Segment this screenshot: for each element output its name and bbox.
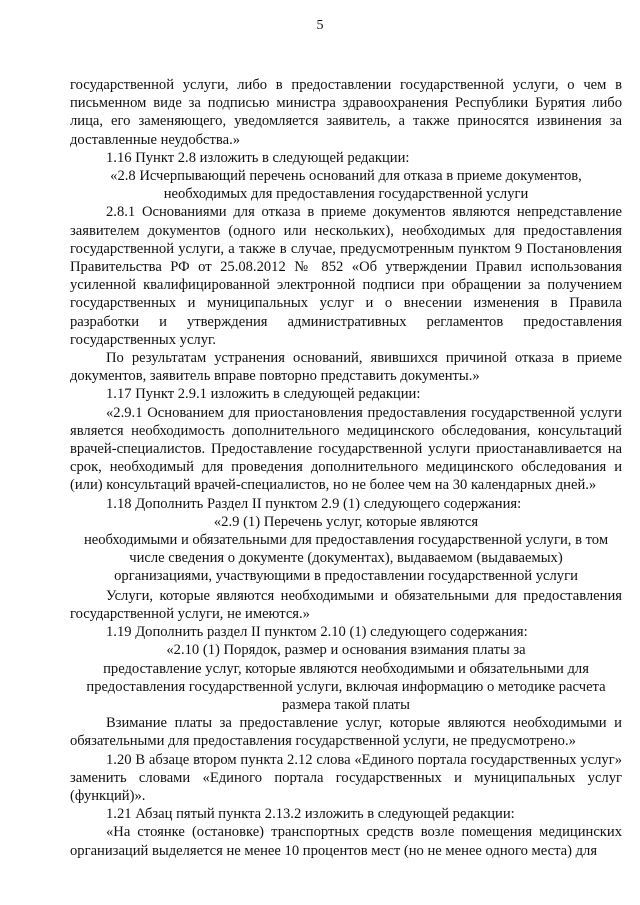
heading-2-10-1: предоставление услуг, которые являются необходимыми и обязательными для предоставления государственной услуги, включая информацию о методике расчета размера такой платы: [86, 660, 606, 713]
paragraph-continuation: государственной услуги, либо в предоставлении государственной услуги, о чем в письменном виде за подписью министра здравоохранения Республики Бурятия либо лица, его заменяющего, уведомляется заявитель, а также приносятся извинения за доставленные неудобства.»: [70, 77, 622, 148]
heading-2-9-1: необходимыми и обязательными для предоставления государственной услуги, в том числе сведения о документе (документах), выдаваемом (выдаваемых) организациями, участвующими в предоставлении государственной услуги: [83, 532, 609, 585]
heading-2-10-1-first-line: «2.10 (1) Порядок, размер и основания взимания платы за: [166, 642, 526, 659]
paragraph-1-18: 1.18 Дополнить Раздел II пунктом 2.9 (1) следующего содержания:: [106, 495, 522, 512]
paragraph-parking: «На стоянке (остановке) транспортных средств возле помещения медицинских организаций выделяется не менее 10 процентов мест (но не менее одного места) для: [70, 824, 622, 859]
paragraph-results: По результатам устранения оснований, явившихся причиной отказа в приеме документов, заявитель вправе повторно представить документы.»: [70, 350, 622, 385]
paragraph-services: Услуги, которые являются необходимыми и обязательными для предоставления государственной услуги, не имеются.»: [70, 587, 622, 622]
paragraph-1-17: 1.17 Пункт 2.9.1 изложить в следующей редакции:: [106, 386, 421, 403]
paragraph-1-16: 1.16 Пункт 2.8 изложить в следующей редакции:: [106, 149, 410, 166]
paragraph-1-20: 1.20 В абзаце втором пункта 2.12 слова «Единого портала государственных услуг» заменить словами «Единого портала государственных и муниципальных услуг (функций)».: [70, 751, 622, 804]
page-number: 5: [316, 18, 324, 33]
paragraph-1-19: 1.19 Дополнить раздел II пунктом 2.10 (1) следующего содержания:: [106, 624, 528, 641]
heading-2-9-1-first-line: «2.9 (1) Перечень услуг, которые являются: [213, 513, 479, 530]
paragraph-1-21: 1.21 Абзац пятый пункта 2.13.2 изложить в следующей редакции:: [106, 806, 515, 823]
heading-2-8: «2.8 Исчерпывающий перечень оснований для отказа в приеме документов, необходимых для предоставления государственной услуги: [110, 168, 582, 203]
document-body: [70, 76, 622, 860]
paragraph-2-8-1: 2.8.1 Основаниями для отказа в приеме документов являются непредставление заявителем документов (одного или нескольких), необходимых для предоставления государственной услуги, а также в случае, предусмотренным пунктом 9 Постановления Правительства РФ от 25.08.2012 № 852 «Об утверждении Правил использования усиленной квалифицированной электронной подписи при обращении за получением государственных и муниципальных услуг и о внесении изменения в Правила разработки и утверждения административных регламентов предоставления государственных услуг.: [70, 204, 622, 348]
paragraph-fee: Взимание платы за предоставление услуг, которые являются необходимыми и обязательными для предоставления государственной услуги, не предусмотрено.»: [70, 715, 622, 750]
paragraph-2-9-1: «2.9.1 Основанием для приостановления предоставления государственной услуги является необходимость дополнительного медицинского обследования, консультаций врачей-специалистов. Предоставление государственной услуги приостанавливается на срок, необходимый для проведения дополнительного медицинского обследования и (или) консультаций врачей-специалистов, но не более чем на 30 календарных дней.»: [70, 404, 622, 494]
